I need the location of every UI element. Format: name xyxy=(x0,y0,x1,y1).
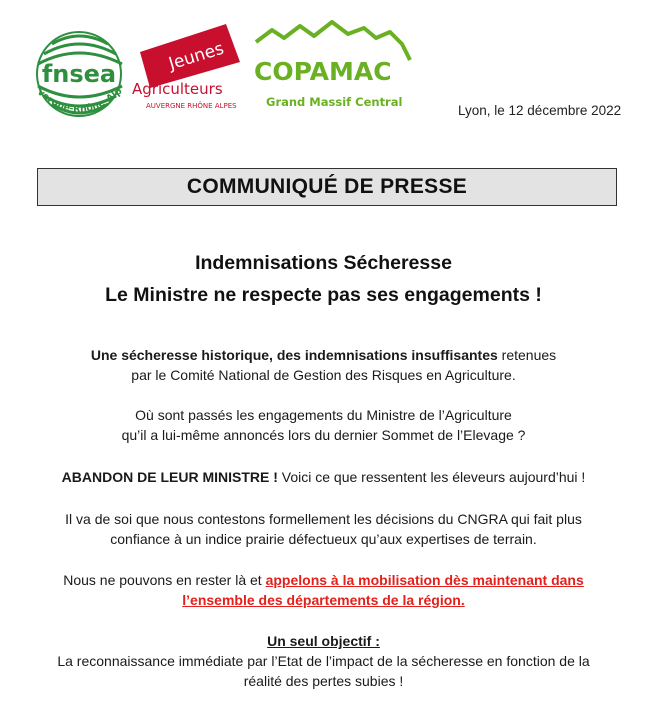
date-line: Lyon, le 12 décembre 2022 xyxy=(458,103,622,118)
fnsea-wordmark: fnsea xyxy=(41,60,117,88)
mobilisation-call-2: l’ensemble des départements de la région. xyxy=(182,592,465,608)
ja-word-jeunes: Jeunes xyxy=(166,38,227,75)
paragraph-1-line-1 xyxy=(0,345,647,365)
paragraph-1-bold: Une sécheresse historique, des indemnisations insuffisantes xyxy=(90,347,498,363)
mobilisation-call-1: appelons à la mobilisation dès maintenant dans xyxy=(265,572,584,588)
copamac-logo xyxy=(252,20,422,115)
paragraph-2-line-1: Où sont passés les engagements du Ministre de l’Agriculture xyxy=(135,407,512,423)
paragraph-1 xyxy=(0,345,647,385)
press-release-title: COMMUNIQUÉ DE PRESSE xyxy=(37,168,617,206)
headline-line-1: Indemnisations Sécheresse xyxy=(195,252,452,274)
ja-logo xyxy=(128,12,253,120)
paragraph-4-line-2: confiance à un indice prairie défectueux qu’aux expertises de terrain. xyxy=(110,531,537,547)
objective-heading: Un seul objectif : xyxy=(267,633,380,649)
copamac-wordmark: COPAMAC xyxy=(254,57,392,86)
ja-region-text: AUVERGNE RHÔNE ALPES xyxy=(146,102,237,110)
paragraph-3-bold: ABANDON DE LEUR MINISTRE ! xyxy=(61,469,278,485)
paragraph-5 xyxy=(0,570,647,610)
paragraph-2-line-2: qu’il a lui-même annoncés lors du dernier Sommet de l’Elevage ? xyxy=(121,427,526,443)
fnsea-logo xyxy=(24,14,134,124)
paragraph-1-rest: retenues xyxy=(497,347,557,363)
paragraph-4 xyxy=(0,509,647,549)
paragraph-2 xyxy=(0,405,647,445)
headline-line-2: Le Ministre ne respecte pas ses engagements ! xyxy=(105,284,542,306)
fnsea-region-text: vergne-Rhône-Alp xyxy=(35,85,125,116)
paragraph-3-rest: Voici ce que ressentent les éleveurs aujourd’hui ! xyxy=(277,469,586,485)
paragraph-3 xyxy=(0,467,647,487)
objective-line-2: réalité des pertes subies ! xyxy=(243,673,404,689)
paragraph-4-line-1: Il va de soi que nous contestons formellement les décisions du CNGRA qui fait plus xyxy=(65,511,582,527)
objective-line-1: La reconnaissance immédiate par l’Etat de l’impact de la sécheresse en fonction de la xyxy=(57,653,590,669)
ja-word-agriculteurs: Agriculteurs xyxy=(132,80,223,98)
paragraph-6 xyxy=(0,631,647,691)
paragraph-5-plain: Nous ne pouvons en rester là et xyxy=(63,572,266,588)
copamac-subtitle: Grand Massif Central xyxy=(266,95,403,109)
paragraph-1-line-2: par le Comité National de Gestion des Risques en Agriculture. xyxy=(131,367,516,383)
